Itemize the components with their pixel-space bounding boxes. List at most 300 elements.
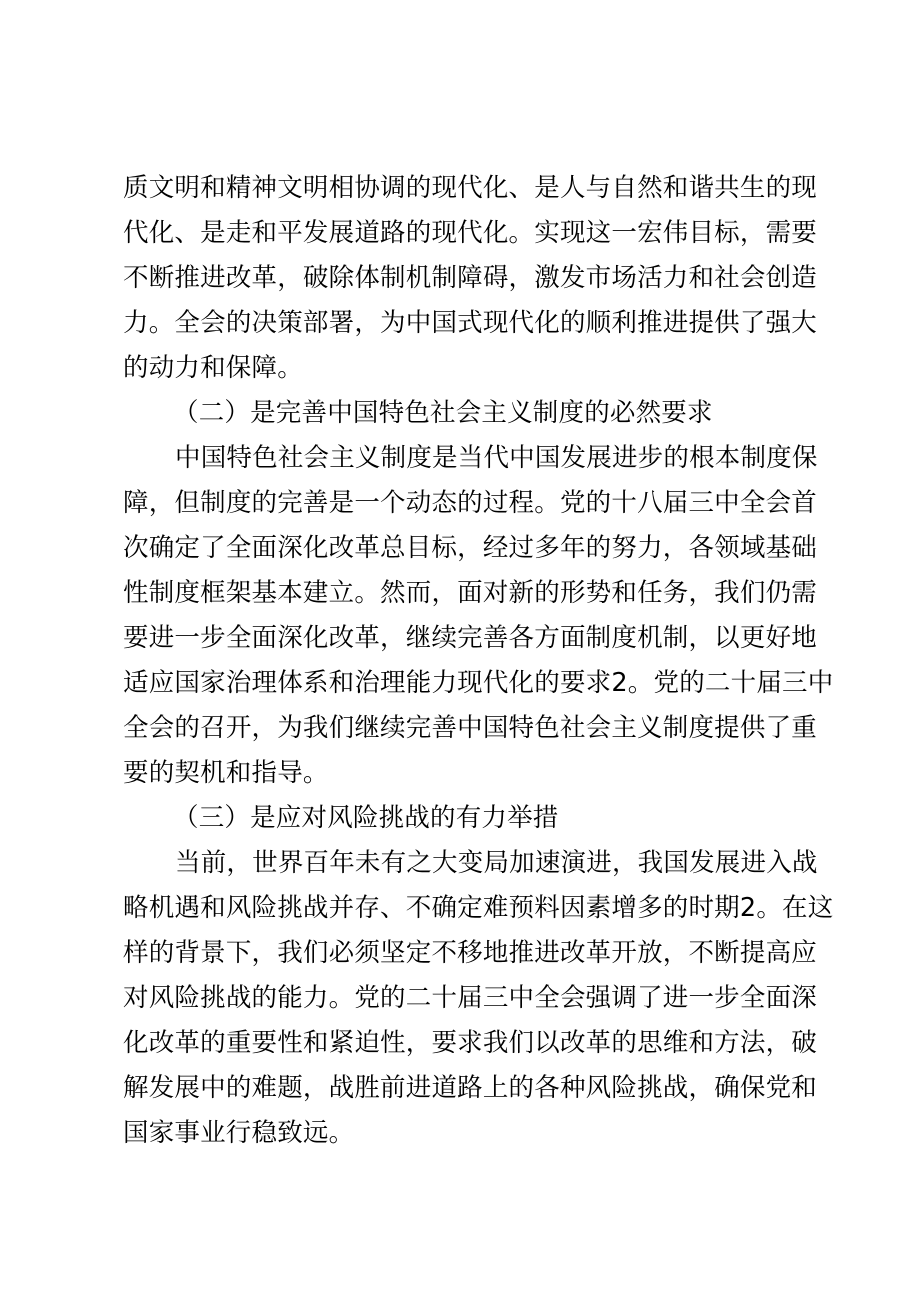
text-char: 方 (534, 623, 560, 653)
document-body (123, 166, 834, 1156)
text-char: 战 (225, 983, 252, 1013)
text-char: 胜 (354, 1073, 381, 1103)
text-char: 2 (611, 668, 628, 698)
text-char: 本 (277, 578, 303, 608)
text-char: 实 (534, 218, 560, 248)
text-char: 的 (662, 893, 689, 923)
section-heading: （三）是应对风险挑战的有力举措 (173, 803, 559, 833)
text-char: 创 (765, 263, 792, 293)
text-char: 们 (739, 578, 766, 608)
text-char: 展 (174, 1073, 201, 1103)
text-char: 全 (174, 308, 201, 338)
text-char: 破 (791, 1028, 817, 1058)
text-char: 有 (380, 848, 407, 878)
text-char: 力 (123, 308, 149, 338)
text-char: 代 (483, 443, 510, 473)
text-char: 体 (277, 668, 303, 698)
text-char: 面 (765, 983, 792, 1013)
text-char: 治 (225, 668, 252, 698)
text-char: 中 (509, 443, 535, 473)
text-char: 前 (200, 848, 227, 878)
text-char: 深 (791, 983, 817, 1013)
text-char: 会 (303, 443, 330, 473)
text-line (123, 1066, 817, 1111)
text-char: ， (380, 623, 406, 653)
text-char: 策 (277, 308, 303, 338)
text-char: 素 (585, 893, 612, 923)
text-char: 国 (663, 848, 690, 878)
text-char: 而 (405, 578, 432, 608)
text-char: 碍 (482, 263, 509, 293)
text-char: 署 (328, 308, 355, 338)
text-char: 法 (739, 1028, 766, 1058)
text-char: 和 (251, 218, 278, 248)
text-char: 首 (791, 488, 817, 518)
text-char: 现 (431, 218, 458, 248)
text-char: 强 (585, 983, 612, 1013)
text-char: 力 (431, 668, 458, 698)
text-char: 面 (251, 623, 278, 653)
text-char: 和 (611, 578, 638, 608)
text-char: 需 (765, 218, 792, 248)
text-char: 谐 (688, 173, 715, 203)
text-char: 风 (225, 893, 252, 923)
text-char: 定 (457, 893, 483, 923)
text-char: 务 (662, 578, 689, 608)
text-char: 各 (534, 1073, 560, 1103)
text-char: 提 (688, 308, 715, 338)
text-char: 党 (559, 488, 586, 518)
text-char: 变 (457, 848, 484, 878)
text-char: 多 (637, 893, 663, 923)
text-char: 制 (380, 263, 406, 293)
text-char: 了 (765, 713, 792, 743)
text-char: 的 (225, 308, 252, 338)
text-char: 标 (431, 533, 458, 563)
text-char: 架 (225, 578, 252, 608)
text-char: 战 (328, 1073, 355, 1103)
text-char: 革 (251, 263, 278, 293)
text-char: 程 (508, 488, 535, 518)
text-char: 的 (765, 173, 792, 203)
text-char: 道 (354, 218, 381, 248)
text-char: 的 (251, 983, 278, 1013)
text-line (123, 931, 817, 976)
text-char: 求 (585, 668, 612, 698)
text-char: 是 (200, 218, 226, 248)
text-char: ， (688, 1073, 715, 1103)
text-char: 放 (637, 938, 663, 968)
text-char: ， (688, 578, 715, 608)
text-char: 中 (405, 308, 432, 338)
text-char: 二 (405, 983, 432, 1013)
text-char: 的 (508, 1073, 535, 1103)
text-line (123, 436, 818, 481)
text-char: ， (302, 1073, 329, 1103)
text-char: 机 (637, 623, 663, 653)
text-char: 经 (482, 533, 509, 563)
text-char: 。 (328, 983, 355, 1013)
text-char: 化 (123, 1028, 149, 1058)
text-char: 局 (483, 848, 510, 878)
text-char: 以 (714, 623, 740, 653)
text-char: 要 (559, 668, 586, 698)
text-char: 社 (277, 443, 304, 473)
text-char: 难 (482, 893, 509, 923)
text-char: 在 (782, 893, 808, 923)
text-char: 适 (123, 668, 149, 698)
text-char: 色 (252, 443, 278, 473)
text-char: ， (405, 1028, 432, 1058)
text-char: 年 (559, 533, 586, 563)
text-char: 然 (380, 578, 406, 608)
text-char: 略 (123, 893, 149, 923)
text-char: 供 (714, 308, 740, 338)
text-char: 年 (329, 848, 355, 878)
text-char: 是 (432, 443, 458, 473)
text-char: 动 (405, 488, 432, 518)
text-line (123, 526, 817, 571)
text-char: 国 (431, 308, 458, 338)
text-line (123, 841, 818, 886)
text-line (123, 616, 817, 661)
text-char: 续 (380, 713, 406, 743)
text-char: 了 (637, 983, 663, 1013)
text-char: 度 (611, 623, 638, 653)
text-char: 革 (585, 1028, 612, 1058)
text-char: 更 (739, 623, 766, 653)
text-char: 了 (200, 533, 226, 563)
text-char: 步 (200, 623, 226, 653)
text-char: 多 (534, 533, 560, 563)
text-char: 制 (662, 713, 689, 743)
text-char: 进 (611, 443, 638, 473)
text-char: 进 (740, 848, 767, 878)
text-char: 上 (482, 1073, 509, 1103)
text-line: 国家事业行稳致远。 (123, 1118, 355, 1148)
text-char: ， (251, 713, 278, 743)
text-char: 进 (586, 848, 612, 878)
text-char: 一 (174, 623, 201, 653)
text-char: 不 (431, 938, 458, 968)
text-char: 革 (585, 938, 612, 968)
text-char: 改 (559, 1028, 586, 1058)
text-char: 次 (123, 533, 149, 563)
text-char: 性 (277, 1028, 303, 1058)
text-char: 各 (688, 533, 715, 563)
text-char: 领 (714, 533, 740, 563)
text-char: 特 (508, 713, 535, 743)
text-char: 改 (225, 263, 252, 293)
text-char: 风 (148, 983, 175, 1013)
text-char: 治 (354, 668, 381, 698)
text-char: 会 (765, 488, 792, 518)
text-char: 战 (791, 848, 818, 878)
text-char: 高 (765, 938, 792, 968)
text-char: 我 (302, 713, 329, 743)
text-char: 存 (354, 893, 381, 923)
text-char: 制 (431, 263, 458, 293)
text-char: 能 (277, 983, 303, 1013)
text-char: 要 (431, 1028, 458, 1058)
text-char: 发 (148, 1073, 175, 1103)
text-char: 、 (174, 218, 201, 248)
text-char: 国 (482, 713, 509, 743)
text-char: 的 (225, 1073, 252, 1103)
text-char: 和 (662, 173, 689, 203)
text-char: 对 (123, 983, 149, 1013)
text-line (123, 301, 817, 346)
text-char: 应 (791, 938, 817, 968)
text-char: 调 (380, 173, 406, 203)
text-char: 协 (354, 173, 381, 203)
text-line (123, 661, 834, 706)
text-char: 改 (328, 623, 355, 653)
text-line (123, 976, 817, 1021)
text-char: 现 (559, 218, 586, 248)
text-char: 时 (688, 893, 715, 923)
text-char: 能 (405, 668, 432, 698)
text-char: 会 (739, 263, 766, 293)
text-char: 决 (251, 308, 278, 338)
text-char: 体 (354, 263, 381, 293)
text-char: 的 (585, 533, 612, 563)
text-char: 社 (714, 263, 740, 293)
text-char: ， (611, 848, 638, 878)
text-char: 2 (739, 893, 757, 923)
text-char: 十 (730, 668, 757, 698)
text-char: 走 (225, 218, 252, 248)
text-char: 提 (739, 938, 766, 968)
text-char: 挑 (277, 893, 303, 923)
text-char: 系 (302, 668, 329, 698)
text-char: 紧 (328, 1028, 355, 1058)
text-char: 求 (457, 1028, 483, 1058)
text-char: 本 (714, 443, 741, 473)
text-char: 难 (251, 1073, 278, 1103)
text-char: 大 (791, 308, 817, 338)
text-char: 百 (303, 848, 330, 878)
text-char: ， (148, 488, 175, 518)
text-char: 力 (302, 983, 329, 1013)
text-char: 生 (739, 173, 766, 203)
text-char: 国 (200, 443, 227, 473)
text-char: 主 (611, 713, 638, 743)
text-char: 推 (508, 938, 535, 968)
text-char: 性 (380, 1028, 406, 1058)
text-char: ， (662, 938, 689, 968)
text-char: 化 (148, 218, 175, 248)
text-char: 和 (200, 893, 226, 923)
text-char: 维 (662, 1028, 689, 1058)
text-char: 挑 (637, 1073, 663, 1103)
text-char: 险 (251, 893, 278, 923)
text-char: 是 (328, 488, 355, 518)
text-char: 机 (405, 263, 432, 293)
text-char: 我 (277, 938, 303, 968)
text-char: 面 (251, 533, 278, 563)
text-line (123, 166, 817, 211)
text-char: 必 (328, 938, 355, 968)
text-char: 总 (380, 533, 406, 563)
text-char: 力 (662, 263, 689, 293)
text-char: 因 (559, 893, 586, 923)
text-char: 机 (148, 893, 175, 923)
text-char: 制 (585, 623, 612, 653)
text-char: 但 (174, 488, 201, 518)
text-char: 度 (688, 713, 715, 743)
text-char: ， (431, 578, 458, 608)
text-char: 定 (405, 938, 432, 968)
text-char: 框 (200, 578, 226, 608)
text-char: 化 (482, 218, 509, 248)
text-char: 各 (508, 623, 535, 653)
text-char: 革 (354, 533, 381, 563)
text-char: ， (251, 938, 278, 968)
text-char: 改 (559, 938, 586, 968)
text-char: 现 (482, 308, 509, 338)
text-char: 战 (302, 893, 329, 923)
text-line: 要的契机和指导。 (123, 758, 329, 788)
text-char: 度 (225, 488, 252, 518)
text-char: 我 (637, 848, 664, 878)
text-char: 迫 (354, 1028, 381, 1058)
text-char: 标 (714, 218, 740, 248)
text-char: 现 (431, 173, 458, 203)
text-char: 社 (559, 713, 586, 743)
text-char: 然 (637, 173, 663, 203)
text-char: 中 (457, 713, 483, 743)
text-char: 。 (354, 578, 381, 608)
text-char: 展 (328, 218, 355, 248)
text-char: 改 (328, 533, 355, 563)
text-char: 主 (329, 443, 355, 473)
text-char: 式 (457, 308, 483, 338)
text-char: 任 (637, 578, 663, 608)
text-char: 要 (791, 218, 817, 248)
text-char: 面 (457, 578, 483, 608)
text-char: 不 (405, 893, 432, 923)
text-char: 化 (482, 173, 509, 203)
text-line (123, 571, 817, 616)
text-char: 度 (766, 443, 792, 473)
text-char: 度 (174, 578, 201, 608)
text-char: 完 (405, 713, 432, 743)
text-line (123, 1021, 817, 1066)
text-char: 种 (559, 1073, 586, 1103)
text-char: 移 (457, 938, 483, 968)
text-char: 前 (380, 1073, 406, 1103)
text-char: 界 (277, 848, 304, 878)
text-char: 化 (508, 668, 535, 698)
text-char: 要 (123, 623, 149, 653)
text-char: 推 (637, 308, 663, 338)
text-char: 料 (534, 893, 560, 923)
text-char: 建 (302, 578, 329, 608)
text-char: 全 (123, 713, 149, 743)
text-char: 为 (380, 308, 406, 338)
text-char: ， (277, 263, 303, 293)
text-char: 造 (791, 263, 817, 293)
text-char: 遇 (174, 893, 201, 923)
text-char: 障 (457, 263, 483, 293)
text-char: 会 (200, 308, 226, 338)
text-char: 大 (432, 848, 458, 878)
text-char: 未 (354, 848, 381, 878)
text-char: 保 (739, 1073, 766, 1103)
text-char: 化 (302, 623, 329, 653)
text-char: 。 (508, 218, 535, 248)
text-char: 文 (277, 173, 303, 203)
text-char: 过 (508, 533, 535, 563)
text-char: 路 (457, 1073, 483, 1103)
text-char: 。 (627, 668, 654, 698)
text-char: 期 (714, 893, 740, 923)
text-char: 深 (277, 533, 303, 563)
text-char: 要 (251, 1028, 278, 1058)
text-line (123, 211, 817, 256)
text-char: 步 (637, 443, 664, 473)
text-char: 和 (688, 1028, 715, 1058)
text-char: 三 (688, 488, 715, 518)
text-char: 进 (662, 308, 689, 338)
text-char: 发 (302, 218, 329, 248)
text-char: 继 (354, 713, 381, 743)
text-char: 发 (560, 443, 587, 473)
text-char: 利 (611, 308, 638, 338)
text-char: 的 (174, 713, 201, 743)
text-char: 战 (662, 1073, 689, 1103)
text-char: 和 (688, 263, 715, 293)
text-char: 国 (534, 443, 561, 473)
text-char: 障 (123, 488, 149, 518)
text-char: 续 (431, 623, 458, 653)
text-char: 险 (611, 1073, 638, 1103)
text-char: 对 (482, 578, 509, 608)
text-char: 除 (328, 263, 355, 293)
text-char: 这 (585, 218, 612, 248)
text-char: 确 (148, 533, 175, 563)
text-char: 展 (714, 848, 741, 878)
text-char: 个 (380, 488, 406, 518)
text-char: 为 (277, 713, 303, 743)
text-char: 努 (611, 533, 638, 563)
text-char: 质 (123, 173, 149, 203)
text-char: 过 (482, 488, 509, 518)
text-line (123, 256, 817, 301)
text-char: 善 (431, 713, 458, 743)
text-char: 现 (457, 668, 483, 698)
text-char: 们 (508, 1028, 535, 1058)
text-char: 破 (302, 263, 329, 293)
text-char: 会 (148, 713, 175, 743)
text-char: 代 (457, 218, 483, 248)
text-char: 当 (457, 443, 484, 473)
text-char: 的 (534, 578, 560, 608)
text-char: 基 (765, 533, 792, 563)
text-char: ， (226, 848, 253, 878)
text-char: 会 (559, 983, 586, 1013)
text-char: 断 (714, 938, 740, 968)
text-char: 进 (662, 983, 689, 1013)
text-char: 改 (148, 1028, 175, 1058)
text-char: 的 (559, 308, 586, 338)
text-char: 是 (534, 173, 560, 203)
text-char: 力 (637, 533, 663, 563)
text-char: 完 (457, 623, 483, 653)
text-char: 进 (405, 1073, 432, 1103)
text-char: 路 (380, 218, 406, 248)
